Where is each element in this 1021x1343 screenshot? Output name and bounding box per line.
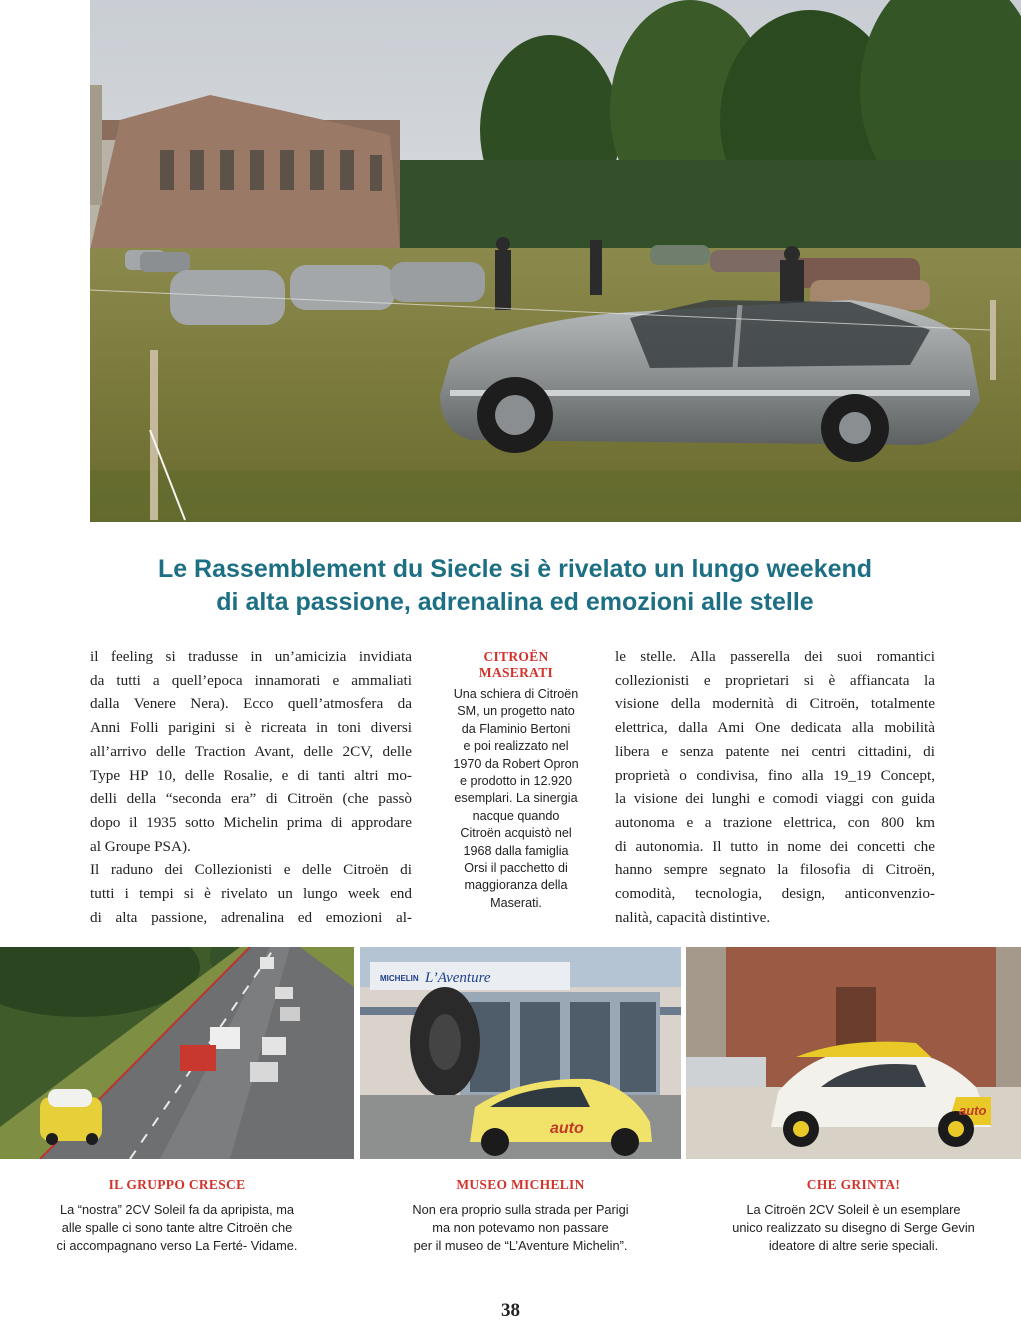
photo-convoy-on-road: [0, 947, 354, 1159]
sidebar-title-line-2: MASERATI: [478, 665, 554, 680]
body-line: di autonomia. Il tutto in nome dei concetti che: [615, 837, 935, 855]
body-line: le stelle. Alla passerella dei suoi romantici: [615, 648, 935, 665]
body-line: delli della “seconda era” di Citroën (che passò: [90, 790, 412, 808]
photo-michelin-museum: [360, 947, 681, 1159]
article-headline: [60, 553, 970, 619]
car-livery-text: auto: [550, 1120, 584, 1137]
caption-line: La “nostra” 2CV Soleil fa da apripista, ma: [59, 1202, 294, 1217]
body-line: all’arrivo delle Traction Avant, delle 2CV, delle: [90, 742, 412, 760]
body-line: il feeling si tradusse in un’amicizia invidiata: [90, 648, 412, 665]
caption-line: da Flaminio Bertoni: [461, 721, 571, 736]
caption-title: IL GRUPPO CRESCE: [108, 1177, 246, 1192]
caption-line: Citroën acquistò nel: [460, 826, 572, 841]
caption-line: esemplari. La sinergia: [454, 791, 578, 806]
body-line: hanno sempre segnato la filosofia di Citroën,: [615, 861, 935, 879]
body-line: nalità, capacità distintive.: [615, 908, 771, 926]
caption-line: ci accompagnano verso La Ferté- Vidame.: [56, 1238, 298, 1253]
caption-il-gruppo-cresce: [0, 1176, 354, 1255]
caption-line: nacque quando: [472, 808, 560, 823]
sidebar-title: [440, 649, 592, 681]
body-column-left: [90, 645, 412, 929]
photo-2cv-soleil-grinta: [686, 947, 1021, 1159]
caption-che-grinta: [686, 1176, 1021, 1255]
caption-line: unico realizzato su disegno di Serge Gevin: [732, 1220, 975, 1235]
caption-line: ideatore di altre serie speciali.: [768, 1238, 939, 1253]
caption-line: Maserati.: [490, 895, 542, 910]
caption-text: [0, 1201, 354, 1255]
body-line: la visione dei lunghi e comodi viaggi con guida: [615, 790, 935, 808]
hero-photo-citroen-sm-lineup: [90, 0, 1021, 522]
caption-line: 1968 dalla famiglia: [463, 843, 569, 858]
body-line: collezionisti e proprietari si è affiancata la: [615, 671, 935, 689]
caption-line: ma non potevamo non passare: [432, 1220, 609, 1235]
body-line: visione della modernità di Citroën, totalmente: [615, 695, 935, 713]
body-line: Type HP 10, delle Rosalie, e di tanti altri mo-: [90, 766, 412, 784]
sidebar-caption-citroen-maserati: [440, 649, 592, 912]
caption-museo-michelin: [360, 1176, 681, 1255]
caption-line: Una schiera di Citroën: [453, 687, 579, 701]
caption-line: e prodotto in 12.920: [459, 774, 573, 789]
caption-line: Orsi il pacchetto di: [464, 861, 568, 876]
body-line: Il raduno dei Collezionisti e delle Citroën di: [90, 861, 412, 879]
museum-sign-text: L’Aventure: [425, 970, 491, 986]
caption-line: alle spalle ci sono tante altre Citroën che: [61, 1220, 293, 1235]
body-line: al Groupe PSA).: [90, 837, 191, 855]
body-line: Anni Folli parigini si è ricreata in toni diversi: [90, 719, 412, 737]
caption-line: Non era proprio sulla strada per Parigi: [412, 1202, 629, 1217]
caption-title: CHE GRINTA!: [806, 1177, 901, 1192]
caption-text: [360, 1201, 681, 1255]
body-column-right: [615, 645, 935, 929]
car-livery-text-2: auto: [959, 1103, 987, 1118]
caption-line: 1970 da Robert Opron: [453, 756, 579, 771]
body-line: dalla Venere Nera). Ecco quell’atmosfera da: [90, 695, 412, 713]
body-line: comodità, tecnologia, design, anticonvenzio-: [615, 885, 935, 903]
caption-line: maggioranza della: [464, 878, 568, 893]
museum-brand-text: MICHELIN: [380, 974, 419, 983]
sidebar-title-line-1: CITROËN: [483, 649, 549, 664]
headline-line-1: Le Rassemblement du Siecle si è rivelato un lungo weekend: [157, 555, 873, 583]
body-line: libera e senza patente nei centri cittadini, di: [615, 742, 935, 760]
body-line: elettrica, dalla Ami One dedicata alla mobilità: [615, 719, 935, 737]
body-line: proprietà o condivisa, fino alla 19_19 Concept,: [615, 766, 935, 784]
body-line: di alta passione, adrenalina ed emozioni al-: [90, 908, 412, 926]
caption-line: per il museo de “L’Aventure Michelin”.: [413, 1238, 628, 1253]
body-line: dopo il 1935 sotto Michelin prima di approdare: [90, 813, 412, 831]
body-line: da tutti a quell’epoca innamorati e ammaliati: [90, 671, 412, 689]
page-number: 38: [501, 1300, 520, 1321]
sidebar-caption-text: [440, 686, 592, 912]
headline-line-2: di alta passione, adrenalina ed emozioni alle stelle: [216, 588, 814, 616]
caption-line: La Citroën 2CV Soleil è un esemplare: [746, 1202, 961, 1217]
caption-text: [686, 1201, 1021, 1255]
body-line: tutti i tempi si è rivelato un lungo week end: [90, 885, 412, 903]
body-line: autonoma e a trazione elettrica, con 800 km: [615, 813, 935, 831]
caption-title: MUSEO MICHELIN: [456, 1177, 585, 1192]
caption-line: e poi realizzato nel: [463, 739, 569, 754]
caption-line: SM, un progetto nato: [457, 704, 575, 719]
